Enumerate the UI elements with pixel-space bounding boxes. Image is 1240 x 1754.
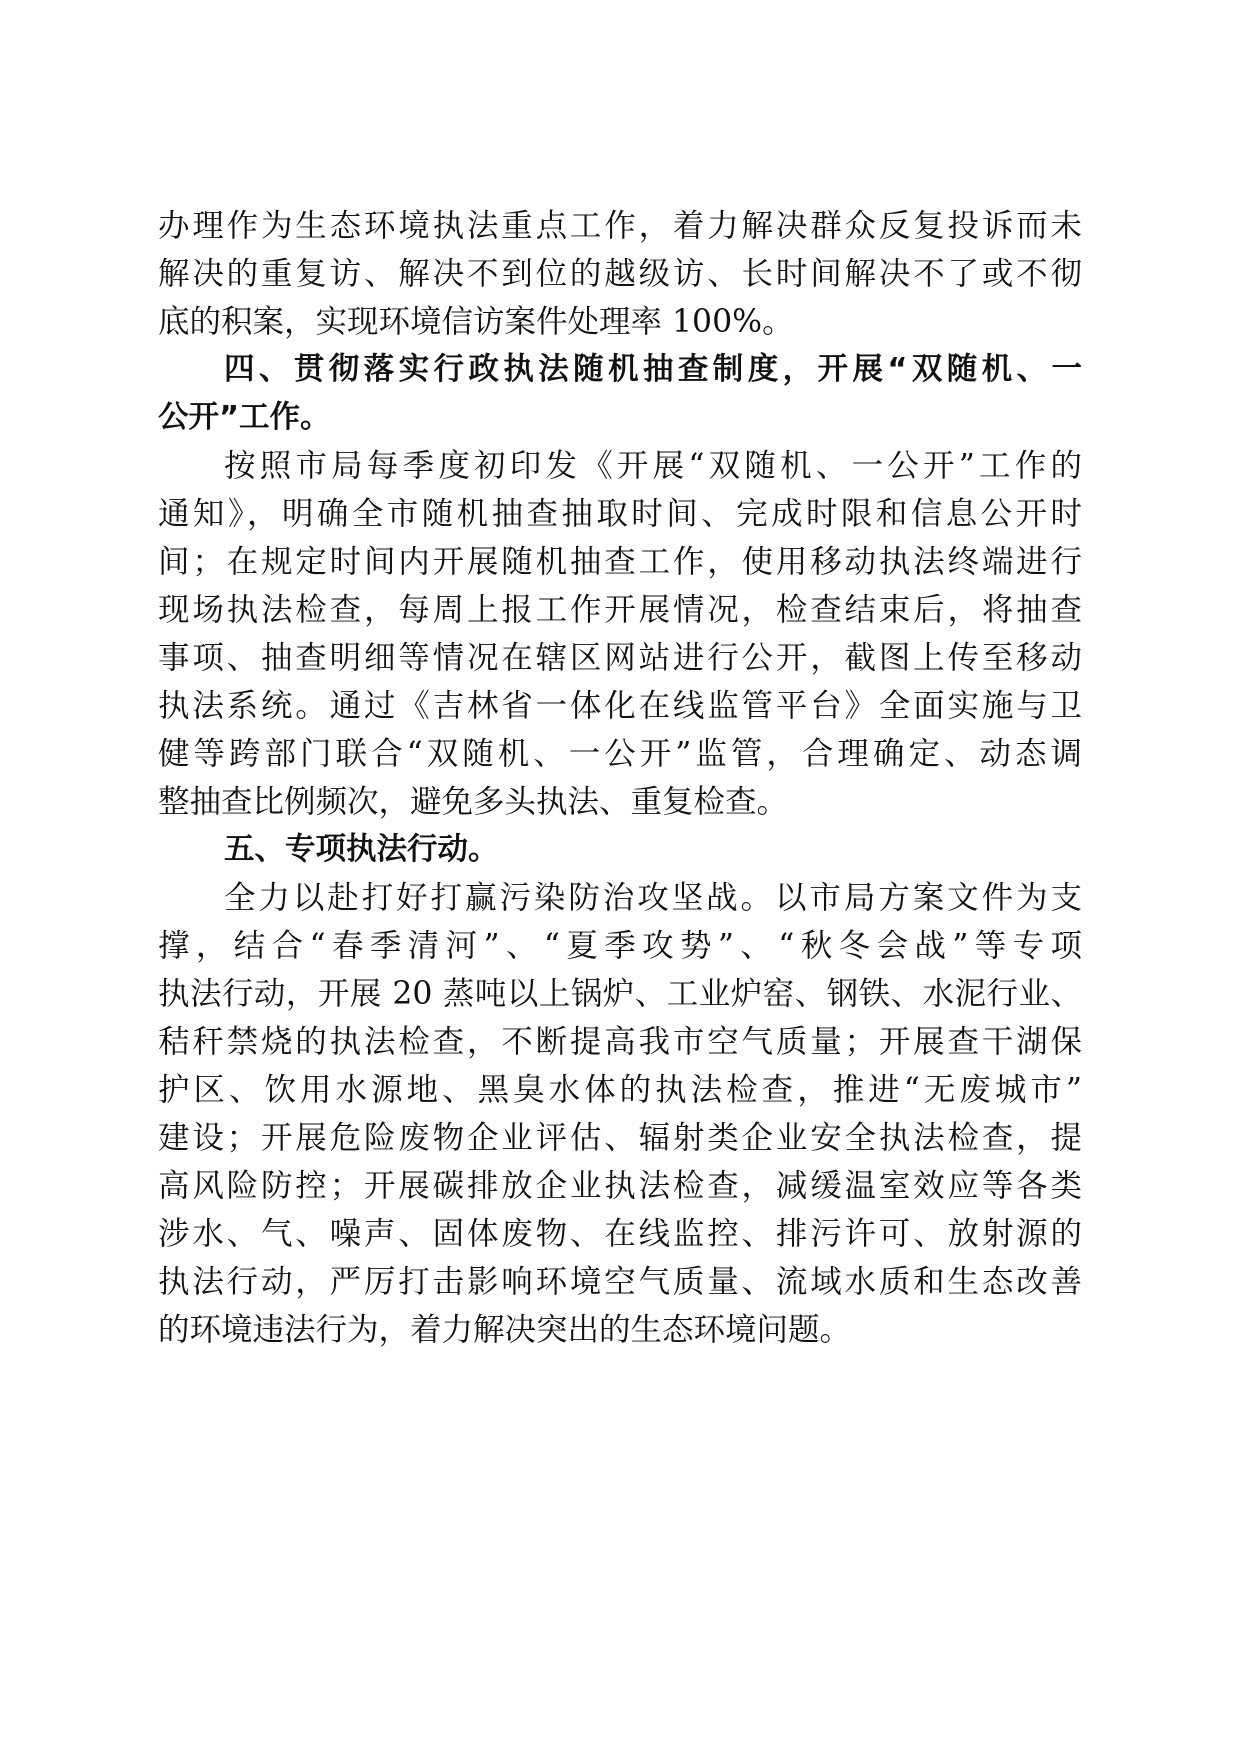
text-line: 建设；开展危险废物企业评估、辐射类企业安全执法检查，提 (158, 1120, 1082, 1156)
text-line: 秸秆禁烧的执法检查，不断提高我市空气质量；开展查干湖保 (158, 1024, 1082, 1060)
text-line: 解决的重复访、解决不到位的越级访、长时间解决不了或不彻 (158, 256, 1082, 292)
text-line: 撑，结合“春季清河”、“夏季攻势”、“秋冬会战”等专项 (158, 928, 1082, 964)
section-heading-4 (158, 346, 1082, 442)
heading-line: 四、贯彻落实行政执法随机抽查制度，开展“双随机、一 (224, 352, 1082, 387)
text-line: 办理作为生态环境执法重点工作，着力解决群众反复投诉而未 (158, 208, 1082, 244)
text-line: 健等跨部门联合“双随机、一公开”监管，合理确定、动态调 (158, 736, 1082, 772)
text-line: 事项、抽查明细等情况在辖区网站进行公开，截图上传至移动 (158, 640, 1082, 676)
paragraph-continued (158, 202, 1082, 346)
text-line: 的环境违法行为，着力解决突出的生态环境问题。 (158, 1312, 852, 1348)
text-line: 现场执法检查，每周上报工作开展情况，检查结束后，将抽查 (158, 592, 1082, 628)
text-line: 执法行动，严厉打击影响环境空气质量、流域水质和生态改善 (158, 1264, 1082, 1300)
text-line: 执法系统。通过《吉林省一体化在线监管平台》全面实施与卫 (158, 688, 1082, 724)
paragraph-double-random (158, 442, 1082, 826)
text-line: 执法行动，开展 20 蒸吨以上锅炉、工业炉窑、钢铁、水泥行业、 (158, 976, 1082, 1012)
text-line: 高风险防控；开展碳排放企业执法检查，减缓温室效应等各类 (158, 1168, 1082, 1204)
text-line: 全力以赴打好打赢污染防治攻坚战。以市局方案文件为支 (224, 880, 1082, 916)
text-line: 通知》，明确全市随机抽查抽取时间、完成时限和信息公开时 (158, 496, 1082, 532)
text-line: 按照市局每季度初印发《开展“双随机、一公开”工作的 (224, 448, 1082, 484)
text-line: 护区、饮用水源地、黑臭水体的执法检查，推进“无废城市” (158, 1072, 1082, 1108)
text-line: 涉水、气、噪声、固体废物、在线监控、排污许可、放射源的 (158, 1216, 1082, 1252)
text-line: 间；在规定时间内开展随机抽查工作，使用移动执法终端进行 (158, 544, 1082, 580)
heading-line: 五、专项执法行动。 (224, 832, 499, 867)
text-line: 整抽查比例频次，避免多头执法、重复检查。 (158, 784, 789, 820)
paragraph-special-enforcement (158, 874, 1082, 1354)
text-line: 底的积案，实现环境信访案件处理率 100%。 (158, 304, 794, 340)
section-heading-5 (158, 826, 1082, 874)
heading-line: 公开”工作。 (158, 400, 331, 435)
document-body (158, 202, 1082, 1354)
